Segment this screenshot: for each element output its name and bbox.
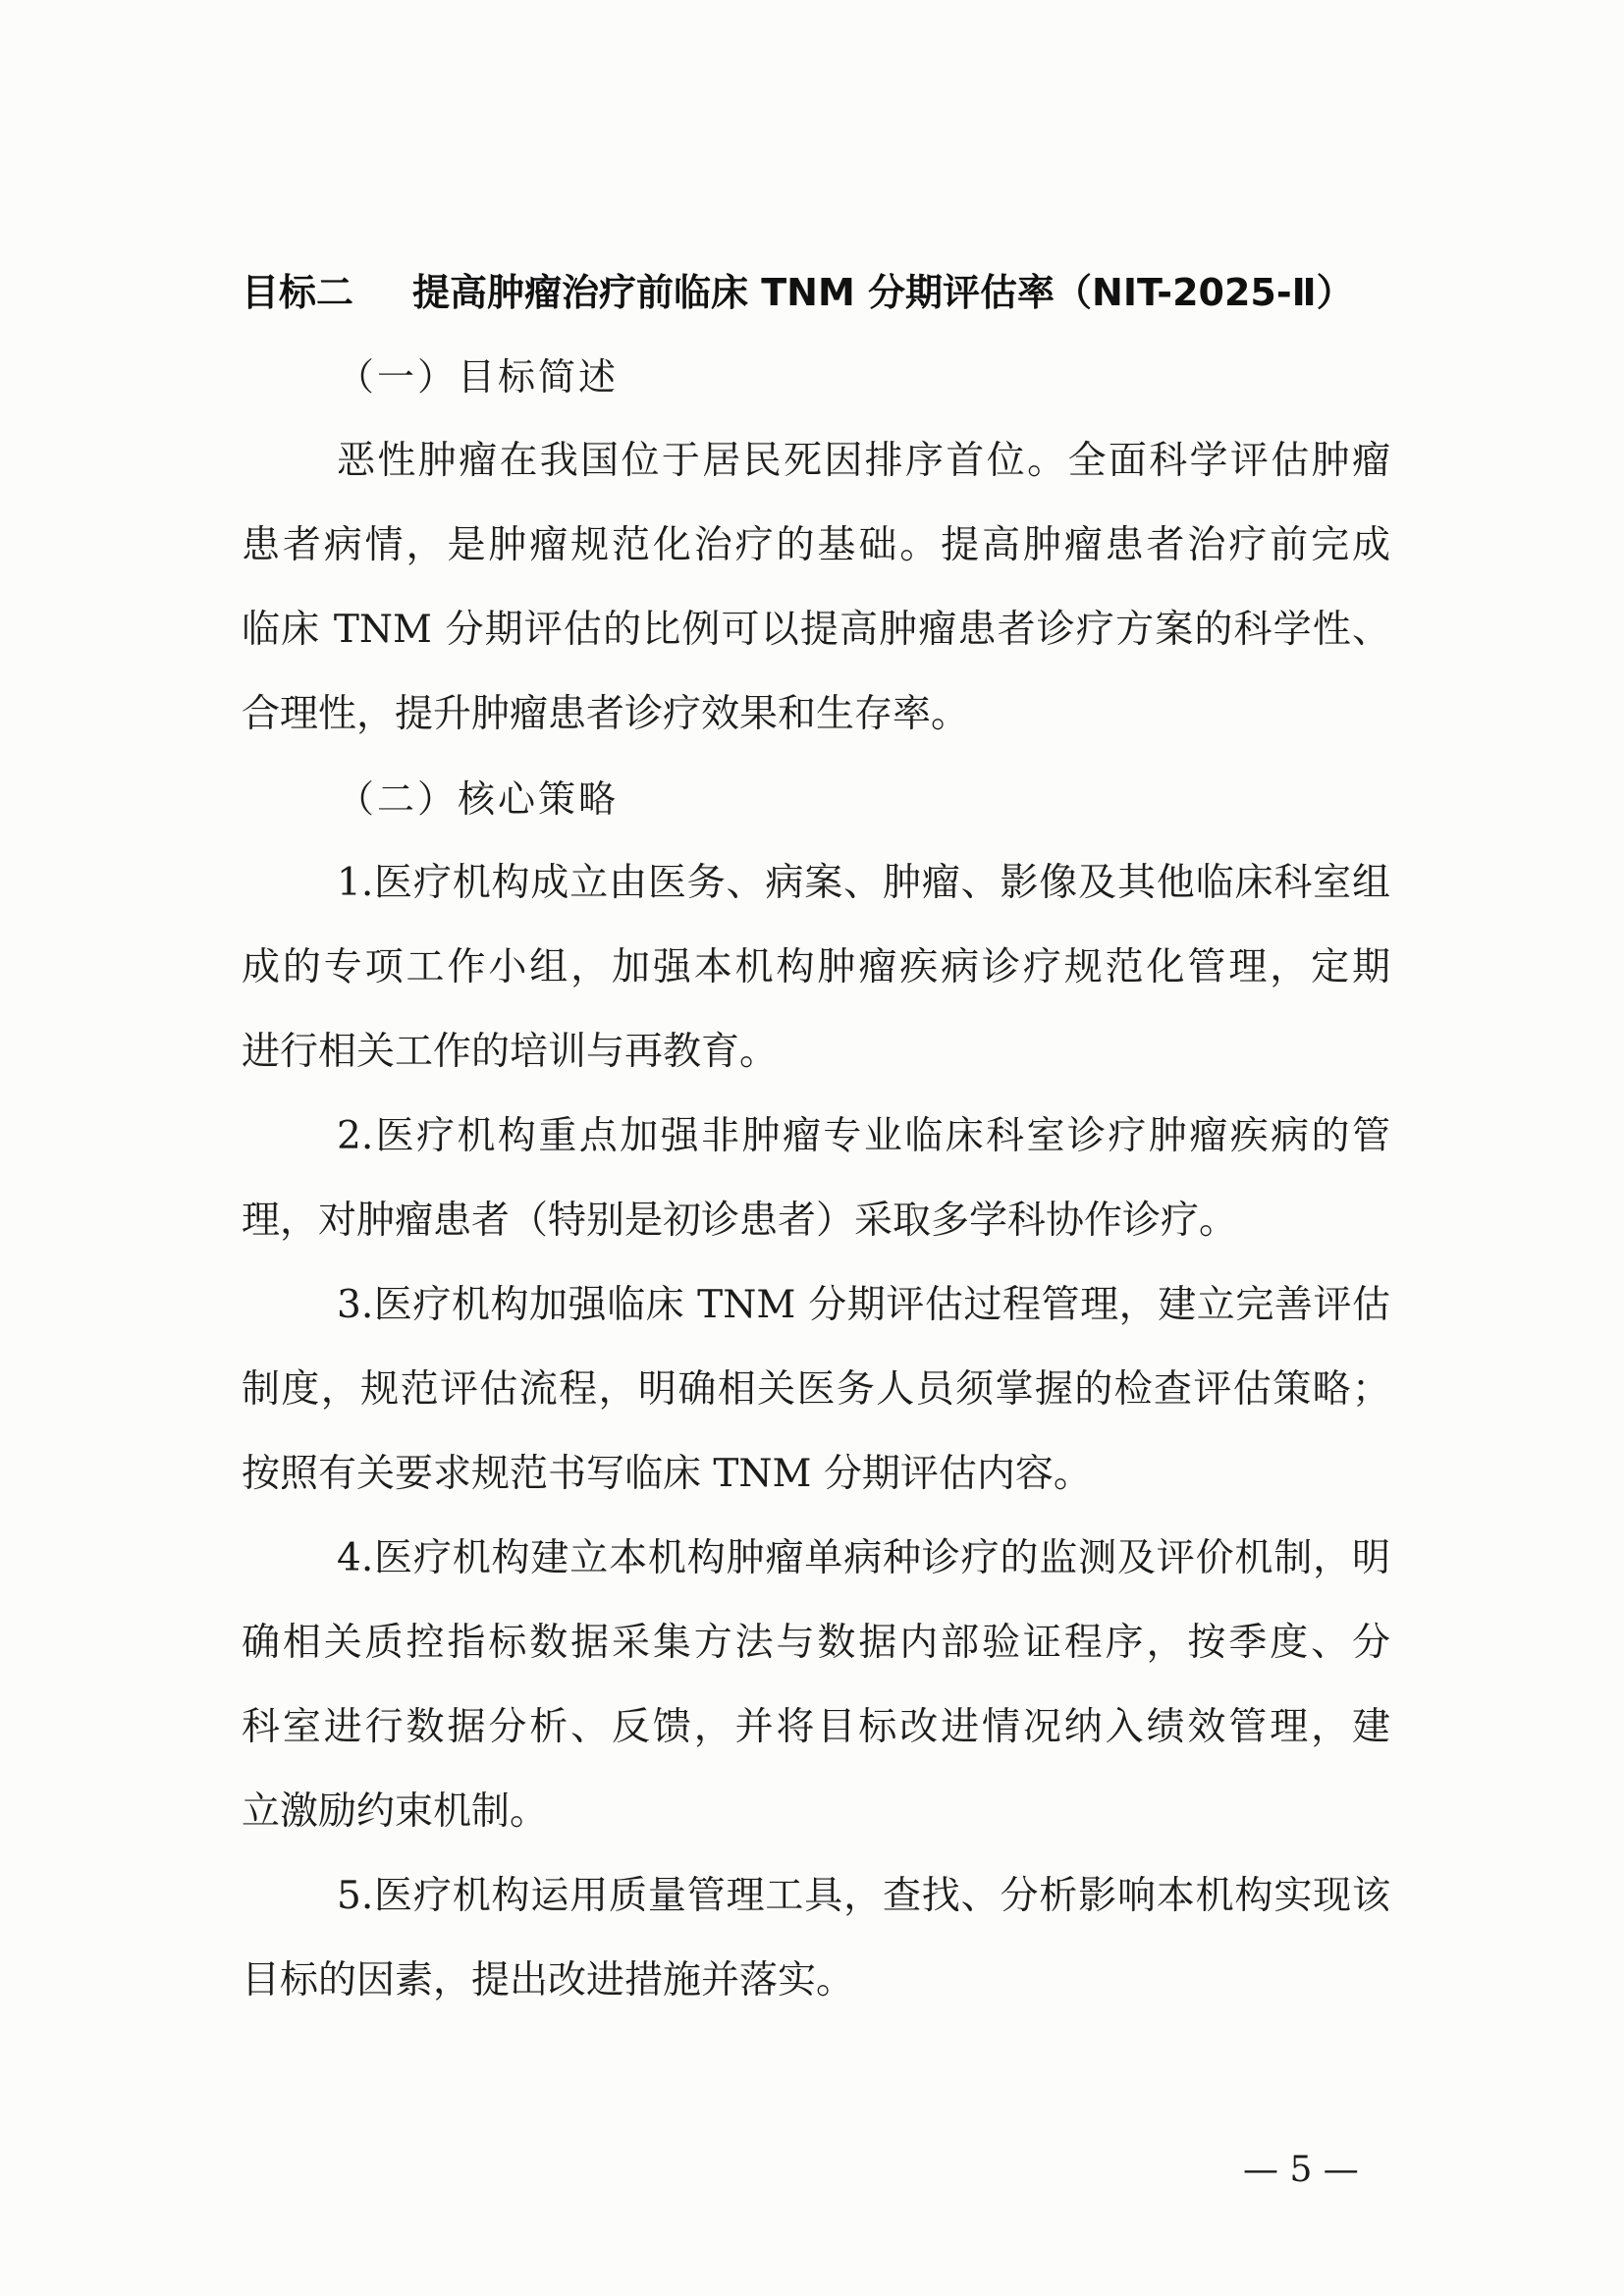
overview-paragraph-line: 患者病情，是肿瘤规范化治疗的基础。提高肿瘤患者治疗前完成	[242, 523, 1390, 567]
goal-title	[242, 250, 1390, 335]
page-number: — 5 —	[1243, 2150, 1359, 2190]
strategy-4-line: 科室进行数据分析、反馈，并将目标改进情况纳入绩效管理，建	[242, 1705, 1390, 1749]
strategy-1-line: 1.医疗机构成立由医务、病案、肿瘤、影像及其他临床科室组	[337, 861, 1390, 905]
goal-title-text: 提高肿瘤治疗前临床 TNM 分期评估率（NIT-2025-Ⅱ）	[412, 271, 1354, 314]
strategy-5-line: 目标的因素，提出改进措施并落实。	[242, 1958, 855, 2002]
strategy-4-line: 4.医疗机构建立本机构肿瘤单病种诊疗的监测及评价机制，明	[337, 1536, 1390, 1580]
strategy-2-line: 2.医疗机构重点加强非肿瘤专业临床科室诊疗肿瘤疾病的管	[337, 1114, 1390, 1158]
goal-title-label: 目标二	[242, 271, 354, 314]
strategy-2-line: 理，对肿瘤患者（特别是初诊患者）采取多学科协作诊疗。	[242, 1199, 1238, 1243]
strategy-3-line: 3.医疗机构加强临床 TNM 分期评估过程管理，建立完善评估	[337, 1283, 1390, 1327]
overview-paragraph-line: 合理性，提升肿瘤患者诊疗效果和生存率。	[242, 692, 970, 736]
strategy-4-line: 立激励约束机制。	[242, 1789, 549, 1834]
strategy-1-line: 成的专项工作小组，加强本机构肿瘤疾病诊疗规范化管理，定期	[242, 945, 1390, 989]
section-heading-strategies: （二）核心策略	[337, 777, 620, 821]
document-body	[242, 250, 1390, 2023]
strategy-4-line: 确相关质控指标数据采集方法与数据内部验证程序，按季度、分	[242, 1621, 1390, 1665]
overview-paragraph-line: 恶性肿瘤在我国位于居民死因排序首位。全面科学评估肿瘤	[337, 439, 1390, 483]
strategy-5-line: 5.医疗机构运用质量管理工具，查找、分析影响本机构实现该	[337, 1874, 1390, 1918]
strategy-3-line: 按照有关要求规范书写临床 TNM 分期评估内容。	[242, 1452, 1092, 1496]
section-heading-overview: （一）目标简述	[337, 355, 620, 399]
strategy-3-line: 制度，规范评估流程，明确相关医务人员须掌握的检查评估策略；	[242, 1367, 1390, 1412]
overview-paragraph-line: 临床 TNM 分期评估的比例可以提高肿瘤患者诊疗方案的科学性、	[242, 608, 1390, 652]
strategy-1-line: 进行相关工作的培训与再教育。	[242, 1030, 779, 1074]
